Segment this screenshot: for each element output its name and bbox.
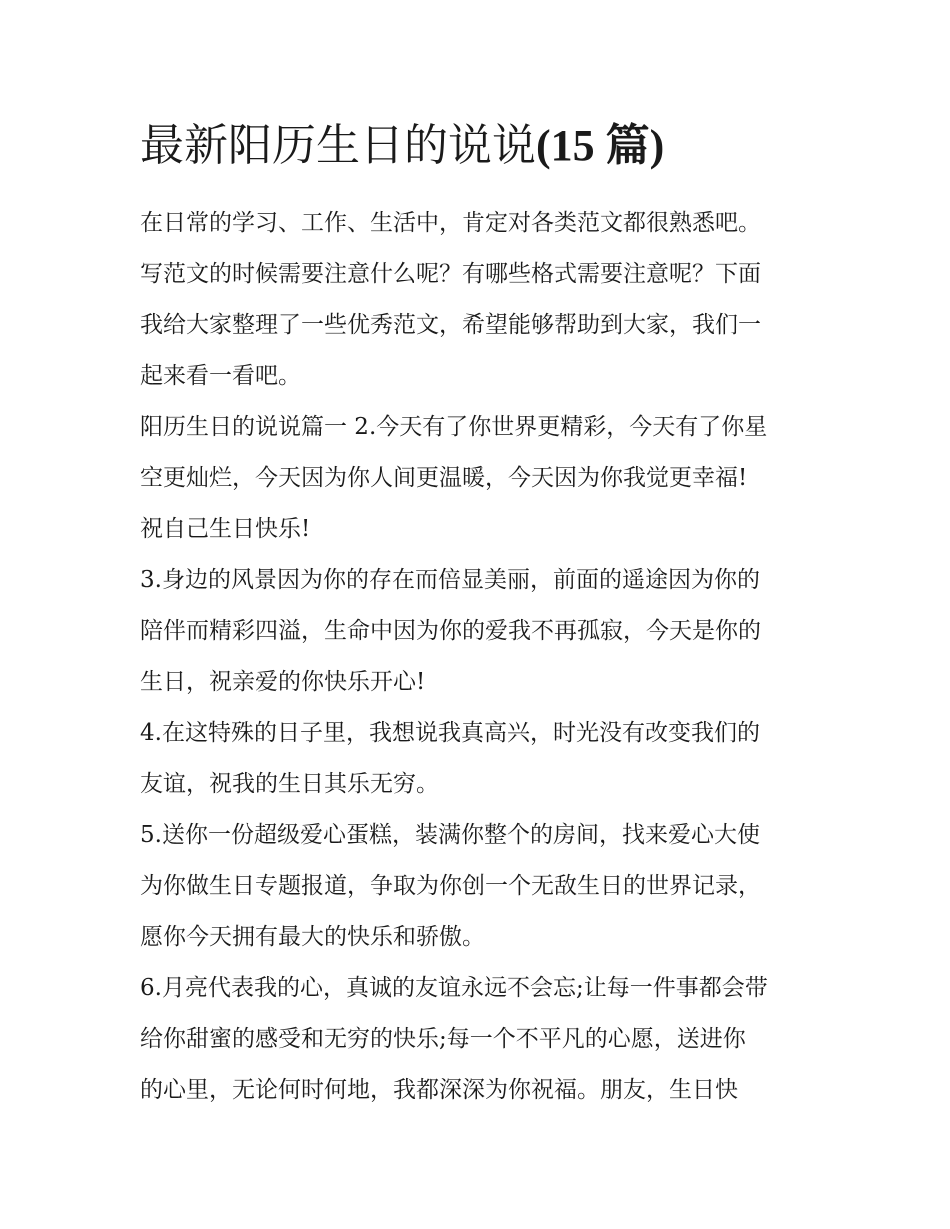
paragraph-item-6 (140, 963, 820, 1116)
text-line: 6.月亮代表我的心，真诚的友谊永远不会忘;让每一件事都会带 (140, 975, 768, 1001)
text-line: 阳历生日的说说篇一 2.今天有了你世界更精彩，今天有了你星 (140, 414, 768, 440)
text-line: 写范文的时候需要注意什么呢？有哪些格式需要注意呢？下面 (140, 261, 761, 287)
text-line: 陪伴而精彩四溢，生命中因为你的爱我不再孤寂，今天是你的 (140, 618, 761, 644)
text-line: 在日常的学习、工作、生活中，肯定对各类范文都很熟悉吧。 (140, 210, 761, 236)
title-main: 最新阳历生日的说说 (140, 120, 536, 171)
text-line: 祝自己生日快乐! (140, 516, 311, 542)
text-line: 4.在这特殊的日子里，我想说我真高兴，时光没有改变我们的 (140, 720, 760, 746)
text-line: 愿你今天拥有最大的快乐和骄傲。 (140, 924, 485, 950)
paragraph-item-5 (140, 810, 820, 963)
text-line: 3.身边的风景因为你的存在而倍显美丽，前面的遥途因为你的 (140, 567, 760, 593)
title-suffix: (15 篇) (536, 121, 665, 170)
document-body (140, 198, 820, 1116)
paragraph-item-3 (140, 555, 820, 708)
paragraph-item-2 (140, 402, 820, 555)
paragraph-item-4 (140, 708, 820, 810)
text-line: 为你做生日专题报道，争取为你创一个无敌生日的世界记录， (140, 873, 761, 899)
text-line: 起来看一看吧。 (140, 363, 301, 389)
text-line: 友谊，祝我的生日其乐无穷。 (140, 771, 439, 797)
text-line: 给你甜蜜的感受和无穷的快乐;每一个不平凡的心愿，送进你 (140, 1026, 746, 1052)
text-line: 的心里，无论何时何地，我都深深为你祝福。朋友，生日快 (140, 1077, 738, 1103)
text-line: 我给大家整理了一些优秀范文，希望能够帮助到大家，我们一 (140, 312, 761, 338)
text-line: 空更灿烂，今天因为你人间更温暖，今天因为你我觉更幸福! (140, 465, 748, 491)
intro-paragraph (140, 198, 820, 402)
text-line: 5.送你一份超级爱心蛋糕，装满你整个的房间，找来爱心大使 (140, 822, 760, 848)
text-line: 生日，祝亲爱的你快乐开心! (140, 669, 426, 695)
document-title (140, 116, 840, 176)
